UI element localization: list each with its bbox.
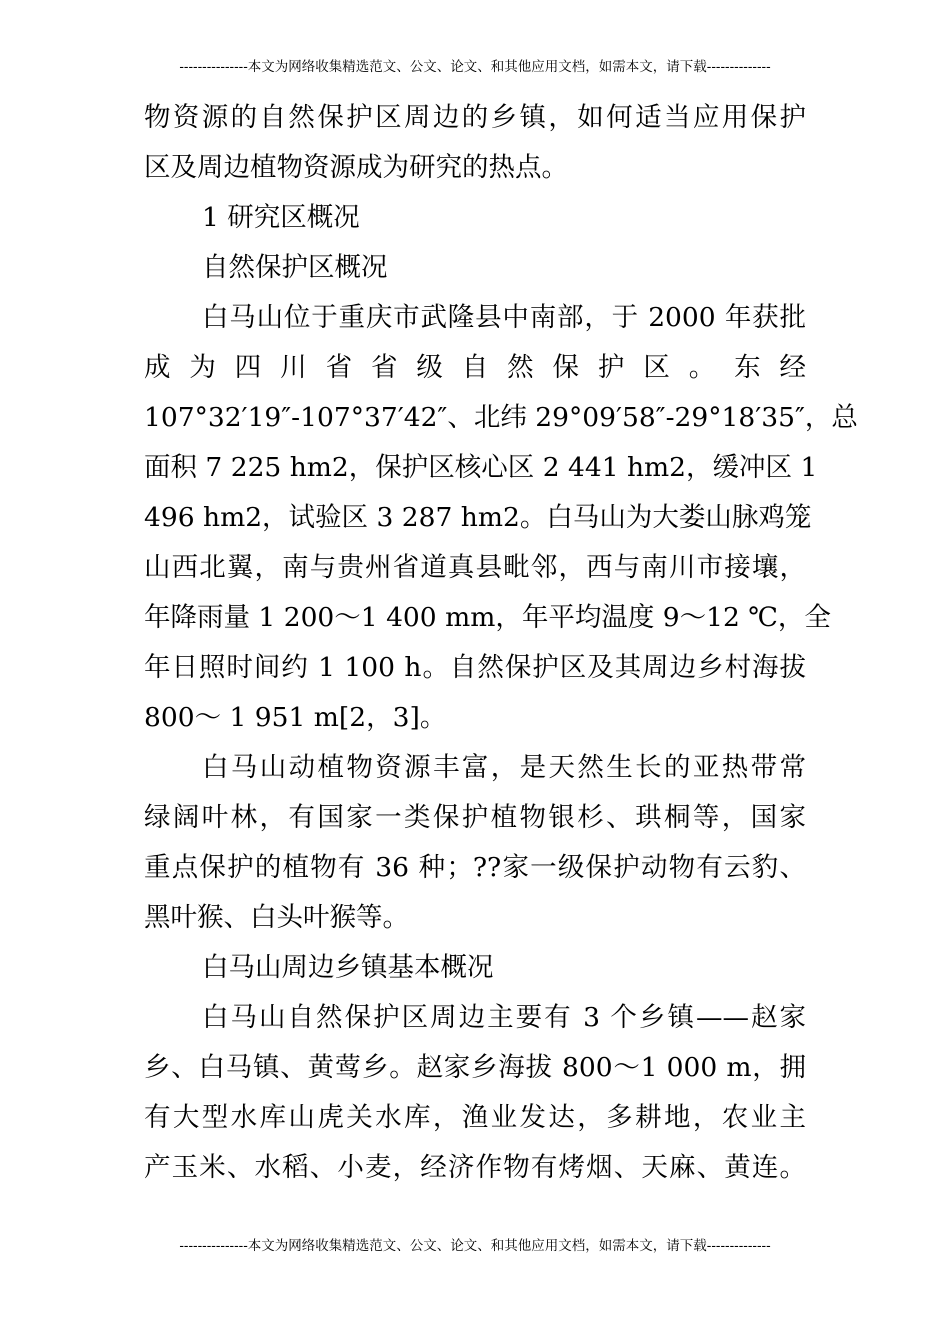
text-line: 黑叶猴、白头叶猴等。 [144, 902, 409, 933]
text-line: 面积 7 225 hm2，保护区核心区 2 441 hm2，缓冲区 1 [144, 452, 818, 483]
section-heading: 1 研究区概况 [202, 202, 360, 233]
header-banner: ---------------本文为网络收集精选范文、公文、论文、和其他应用文档，如需本文，请下载-------------- [179, 59, 771, 75]
text-line: 白马山动植物资源丰富，是天然生长的亚热带常 [202, 752, 806, 783]
text-line: 物资源的自然保护区周边的乡镇，如何适当应用保护 [144, 102, 806, 133]
text-line: 山西北翼，南与贵州省道真县毗邻，西与南川市接壤， [144, 552, 806, 583]
subsection-heading: 自然保护区概况 [202, 252, 388, 283]
text-line: 白马山自然保护区周边主要有 3 个乡镇——赵家 [202, 1002, 806, 1033]
text-line: 重点保护的植物有 36 种；??家一级保护动物有云豹、 [144, 852, 806, 883]
text-line: 产玉米、水稻、小麦，经济作物有烤烟、天麻、黄连。 [144, 1152, 806, 1183]
text-line: 496 hm2，试验区 3 287 hm2。白马山为大娄山脉鸡笼 [144, 502, 812, 533]
subsection-heading: 白马山周边乡镇基本概况 [202, 952, 494, 983]
text-line: 白马山位于重庆市武隆县中南部，于 2000 年获批 [202, 302, 806, 333]
document-body [144, 93, 858, 1193]
text-line: 绿阔叶林，有国家一类保护植物银杉、珙桐等，国家 [144, 802, 806, 833]
text-line: 年降雨量 1 200～1 400 mm，年平均温度 9～12 ℃，全 [144, 602, 831, 633]
text-line: 有大型水库山虎关水库，渔业发达，多耕地，农业主 [144, 1102, 806, 1133]
footer-banner: ---------------本文为网络收集精选范文、公文、论文、和其他应用文档，如需本文，请下载-------------- [179, 1238, 771, 1254]
text-line: 区及周边植物资源成为研究的热点。 [144, 152, 568, 183]
text-line: 成 为 四 川 省 省 级 自 然 保 护 区 。 东 经 [144, 352, 806, 383]
text-line: 年日照时间约 1 100 h。自然保护区及其周边乡村海拔 [144, 652, 806, 683]
text-line: 800～ 1 951 m[2，3]。 [144, 702, 447, 733]
text-line: 107°32′19″-107°37′42″、北纬 29°09′58″-29°18′35″，总 [144, 402, 858, 433]
text-line: 乡、白马镇、黄莺乡。赵家乡海拔 800～1 000 m，拥 [144, 1052, 806, 1083]
